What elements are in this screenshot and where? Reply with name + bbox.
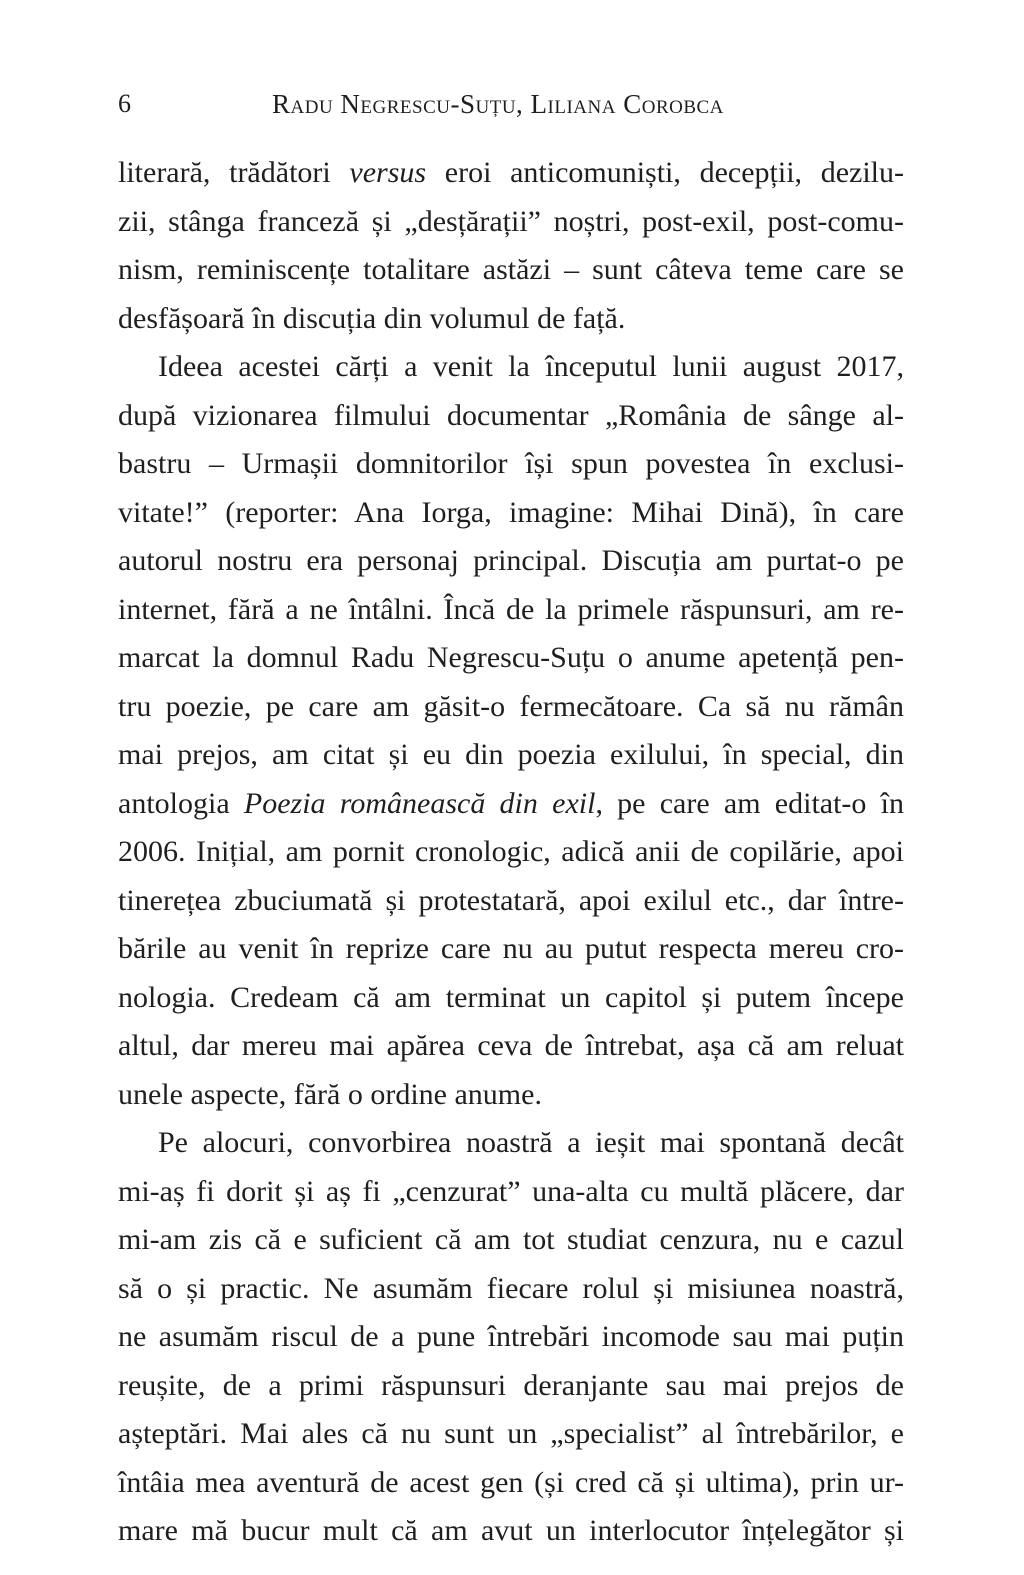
- text-line: [118, 1022, 904, 1071]
- text-line: [118, 1216, 904, 1265]
- text-segment: zii, stânga franceză și „desțărații” noștri, post-exil, post-comu-: [118, 204, 904, 238]
- text-line: [118, 537, 904, 586]
- text-line: [118, 1459, 904, 1508]
- text-line: [118, 246, 904, 295]
- text-segment: mare mă bucur mult că am avut un interlocutor înțelegător și: [118, 1514, 904, 1547]
- text-segment: mi-aș fi dorit și aș fi „cenzurat” una-alta cu multă plăcere, dar: [118, 1174, 904, 1208]
- text-line: [118, 440, 904, 489]
- text-segment: așteptări. Mai ales că nu sunt un „specialist” al întrebărilor, e: [118, 1417, 904, 1450]
- text-segment: eroi anticomuniști, decepții, dezilu-: [426, 156, 904, 189]
- text-line: [118, 1410, 904, 1459]
- text-segment: vitate!” (reporter: Ana Iorga, imagine: Mihai Dină), în care: [118, 495, 904, 529]
- text-line: [118, 828, 904, 877]
- text-line: [118, 974, 904, 1023]
- text-segment: literară, trădători: [118, 156, 350, 189]
- text-line: [118, 1071, 904, 1120]
- text-segment: marcat la domnul Radu Negrescu-Suțu o anume apetență pen-: [118, 641, 904, 674]
- text-segment: unele aspecte, fără o ordine anume.: [118, 1077, 542, 1111]
- text-line: [118, 780, 904, 829]
- text-line: [118, 1119, 904, 1168]
- page-number: 6: [118, 89, 131, 118]
- text-line: [118, 1507, 904, 1556]
- text-line: [118, 149, 904, 198]
- text-line: [118, 392, 904, 441]
- running-header: [118, 84, 904, 124]
- text-segment: Pe alocuri, convorbirea noastră a ieșit mai spontană decât: [158, 1126, 904, 1159]
- text-segment: după vizionarea filmului documentar „România de sânge al-: [118, 398, 904, 432]
- text-segment: nism, reminiscențe totalitare astăzi – sunt câteva teme care se: [118, 253, 904, 286]
- italic-title: Poezia românească din exil: [243, 786, 596, 820]
- text-segment: internet, fără a ne întâlni. Încă de la primele răspunsuri, am re-: [118, 592, 904, 626]
- text-line: [118, 295, 904, 344]
- text-line: [118, 1362, 904, 1411]
- text-segment: nologia. Credeam că am terminat un capitol și putem începe: [118, 980, 904, 1014]
- text-segment: tinerețea zbuciumată și protestatară, apoi exilul etc., dar între-: [118, 883, 904, 917]
- text-segment: bările au venit în reprize care nu au putut respecta mereu cro-: [118, 932, 904, 965]
- text-segment: ne asumăm riscul de a pune întrebări incomode sau mai puțin: [118, 1320, 904, 1353]
- text-line: [118, 343, 904, 392]
- text-segment: reușite, de a primi răspunsuri deranjante sau mai prejos de: [118, 1368, 904, 1402]
- text-line: [118, 586, 904, 635]
- text-line: [118, 1313, 904, 1362]
- text-segment: desfășoară în discuția din volumul de față.: [118, 301, 626, 335]
- text-segment: mai prejos, am citat și eu din poezia exilului, în special, din: [118, 738, 904, 771]
- text-segment: , pe care am editat-o în: [595, 786, 904, 820]
- text-segment: bastru – Urmașii domnitorilor își spun povestea în exclusi-: [118, 447, 904, 480]
- text-segment: antologia: [118, 786, 244, 820]
- text-segment: să o și practic. Ne asumăm fiecare rolul și misiunea noastră,: [118, 1271, 904, 1305]
- text-line: [118, 925, 904, 974]
- text-segment: altul, dar mereu mai apărea ceva de întrebat, așa că am reluat: [118, 1029, 904, 1062]
- text-line: [118, 489, 904, 538]
- text-line: [118, 198, 904, 247]
- text-line: [118, 634, 904, 683]
- text-segment: mi-am zis că e suficient că am tot studiat cenzura, nu e cazul: [118, 1223, 904, 1256]
- italic-title: versus: [349, 156, 427, 189]
- text-line: [118, 1168, 904, 1217]
- text-line: [118, 1265, 904, 1314]
- text-line: [118, 731, 904, 780]
- text-segment: tru poezie, pe care am găsit-o fermecătoare. Ca să nu rămân: [118, 689, 904, 723]
- text-segment: Ideea acestei cărți a venit la începutul lunii august 2017,: [158, 350, 904, 383]
- running-title: Radu Negrescu-Suțu, Liliana Corobca: [272, 89, 724, 119]
- text-segment: autorul nostru era personaj principal. Discuția am purtat-o pe: [118, 544, 904, 577]
- text-line: [118, 683, 904, 732]
- text-segment: 2006. Inițial, am pornit cronologic, adică anii de copilărie, apoi: [118, 835, 904, 868]
- text-segment: întâia mea aventură de acest gen (și cred că și ultima), prin ur-: [118, 1465, 904, 1499]
- body-text: [118, 149, 904, 1556]
- text-line: [118, 877, 904, 926]
